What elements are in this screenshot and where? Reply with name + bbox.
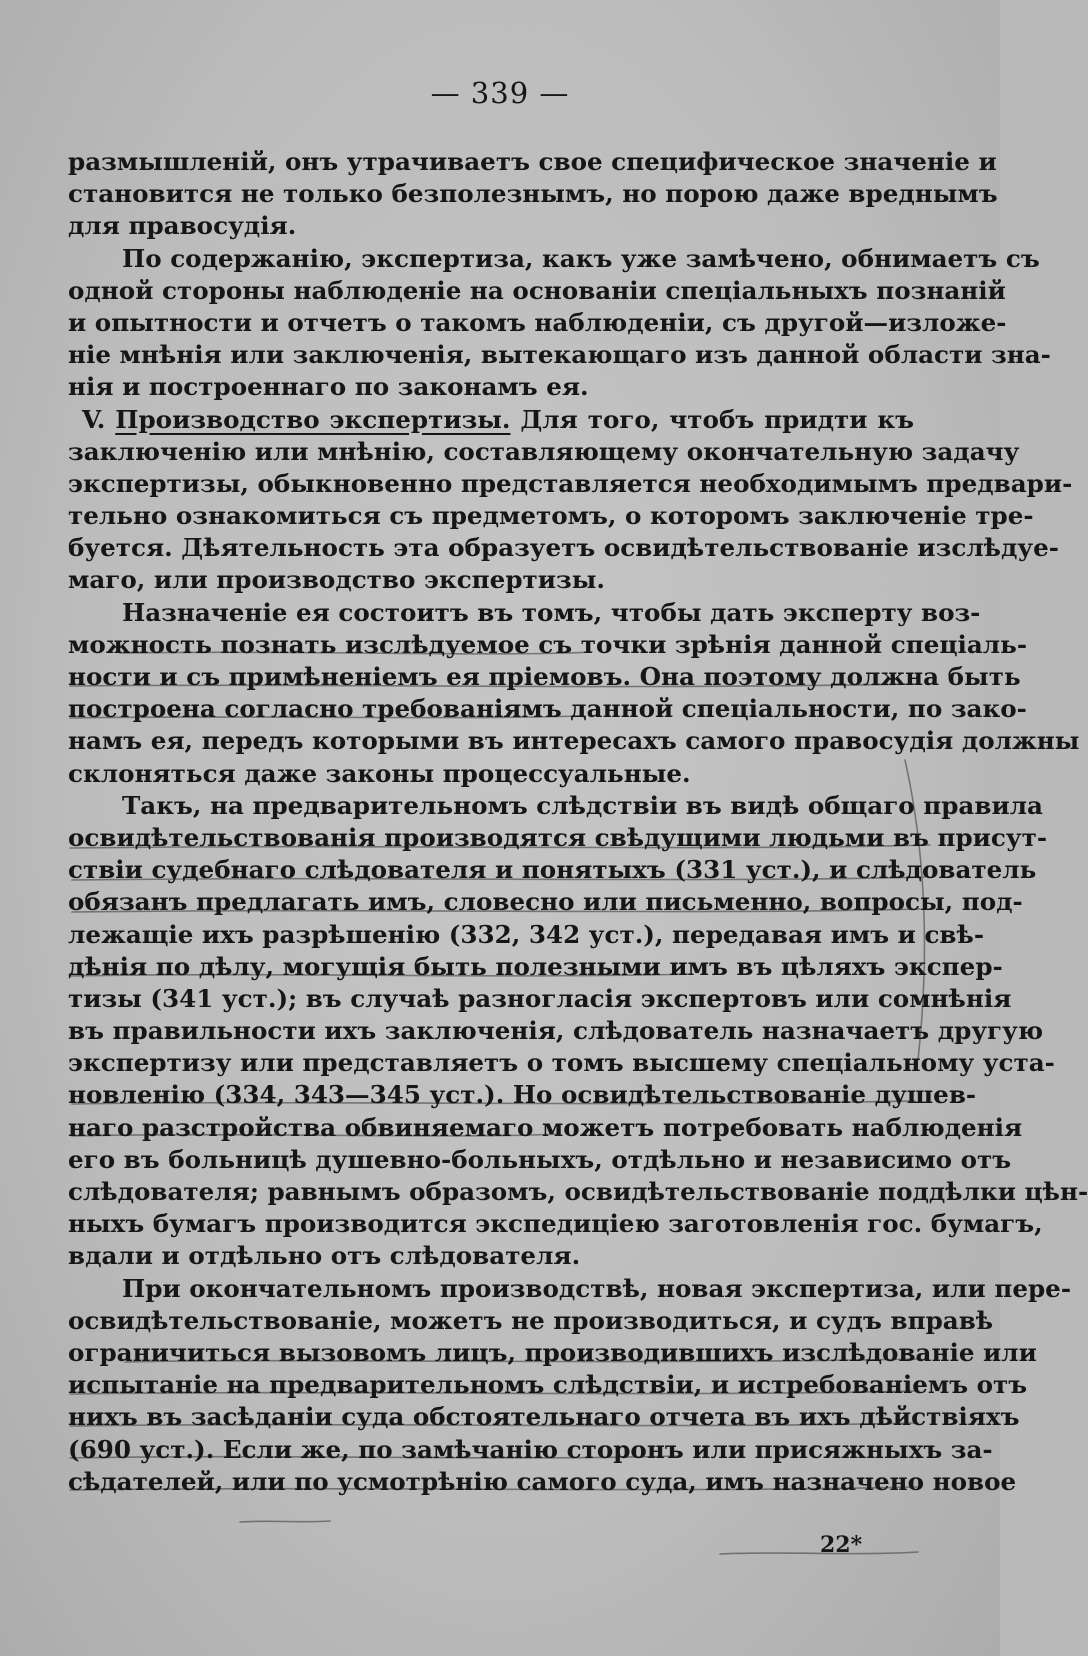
text-line: буется. Дѣятельность эта образуетъ освидѣтельствованіе изслѣдуе- [68, 533, 1059, 563]
text-line: становится не только безполезнымъ, но порою даже вреднымъ [68, 179, 998, 209]
text-line: маго, или производство экспертизы. [68, 565, 605, 595]
text-line: и опытности и отчетъ о такомъ наблюденіи, съ другой—изложе- [68, 307, 1007, 337]
text-line: освидѣтельствованія производятся свѣдущими людьми въ присут- [68, 822, 1048, 852]
text-line: Такъ, на предварительномъ слѣдствіи въ видѣ общаго правила [122, 790, 1043, 820]
section-heading-line: V. Производство экспертизы. Для того, чтобъ придти къ [82, 404, 914, 434]
text-line: дѣнія по дѣлу, могущія быть полезными имъ въ цѣляхъ экспер- [68, 951, 1003, 981]
text-line: заключенію или мнѣнію, составляющему окончательную задачу [68, 436, 1020, 466]
text-line: новленію (334, 343—345 уст.). Но освидѣтельствованіе душев- [68, 1080, 977, 1110]
page-number: — 339 — [430, 76, 570, 110]
text-line: вдали и отдѣльно отъ слѣдователя. [68, 1241, 581, 1271]
text-line: Назначеніе ея состоитъ въ томъ, чтобы дать эксперту воз- [122, 597, 981, 627]
text-line: (690 уст.). Если же, по замѣчанію сторонъ или присяжныхъ за- [68, 1434, 993, 1464]
text-line: ніе мнѣнія или заключенія, вытекающаго изъ данной области зна- [68, 340, 1051, 370]
text-line: для правосудія. [68, 211, 297, 241]
text-line: можность познать изслѣдуемое съ точки зрѣнія данной спеціаль- [68, 629, 1028, 659]
text-line: лежащіе ихъ разрѣшенію (332, 342 уст.), передавая имъ и свѣ- [68, 919, 985, 949]
text-line: освидѣтельствованіе, можетъ не производиться, и судъ вправѣ [68, 1305, 994, 1335]
text-line: испытаніе на предварительномъ слѣдствіи, и истребованіемъ отъ [68, 1370, 1028, 1400]
text-line: ныхъ бумагъ производится экспедиціею заготовленія гос. бумагъ, [68, 1209, 1043, 1239]
section-heading: Производство экспертизы. [115, 404, 511, 434]
text-line: размышленій, онъ утрачиваетъ свое специфическое значеніе и [68, 147, 997, 176]
text-line: склоняться даже законы процессуальные. [68, 758, 691, 788]
text-line: При окончательномъ производствѣ, новая экспертиза, или пере- [122, 1273, 1072, 1303]
text-line: ограничиться вызовомъ лицъ, производившихъ изслѣдованіе или [68, 1337, 1037, 1367]
text-line: тизы (341 уст.); въ случаѣ разногласія экспертовъ или сомнѣнія [68, 983, 1012, 1013]
text-line: экспертизы, обыкновенно представляется необходимымъ предвари- [68, 468, 1073, 498]
text-line: нія и построеннаго по законамъ ея. [68, 372, 589, 402]
text-line: тельно ознакомиться съ предметомъ, о которомъ заключеніе тре- [68, 501, 1034, 531]
text-line: построена согласно требованіямъ данной спеціальности, по зако- [68, 694, 1027, 724]
text-line: ности и съ примѣненіемъ ея пріемовъ. Она поэтому должна быть [68, 662, 1021, 691]
text-line: сѣдателей, или по усмотрѣнію самого суда, имъ назначено новое [68, 1466, 1017, 1496]
text-line: обязанъ предлагать имъ, словесно или письменно, вопросы, под- [68, 887, 1023, 917]
text-line: намъ ея, передъ которыми въ интересахъ самого правосудія должны [68, 726, 1080, 756]
text-line: экспертизу или представляетъ о томъ высшему спеціальному уста- [68, 1048, 1055, 1078]
printer-signature-mark: 22* [820, 1532, 863, 1558]
text-line: слѣдователя; равнымъ образомъ, освидѣтельствованіе поддѣлки цѣн- [68, 1177, 1088, 1206]
text-line: его въ больницѣ душевно-больныхъ, отдѣльно и независимо отъ [68, 1144, 1012, 1174]
text-line: наго разстройства обвиняемаго можетъ потребовать наблюденія [68, 1112, 1023, 1142]
body-text [68, 146, 1088, 1498]
text-line: нихъ въ засѣданіи суда обстоятельнаго отчета въ ихъ дѣйствіяхъ [68, 1402, 1020, 1432]
text-line: въ правильности ихъ заключенія, слѣдователь назначаетъ другую [68, 1016, 1044, 1046]
text-line: ствіи судебнаго слѣдователя и понятыхъ (331 уст.), и слѣдователь [68, 855, 1037, 885]
text-line: По содержанію, экспертиза, какъ уже замѣчено, обнимаетъ съ [122, 243, 1040, 273]
text-line: одной стороны наблюденіе на основаніи спеціальныхъ познаній [68, 275, 1006, 305]
